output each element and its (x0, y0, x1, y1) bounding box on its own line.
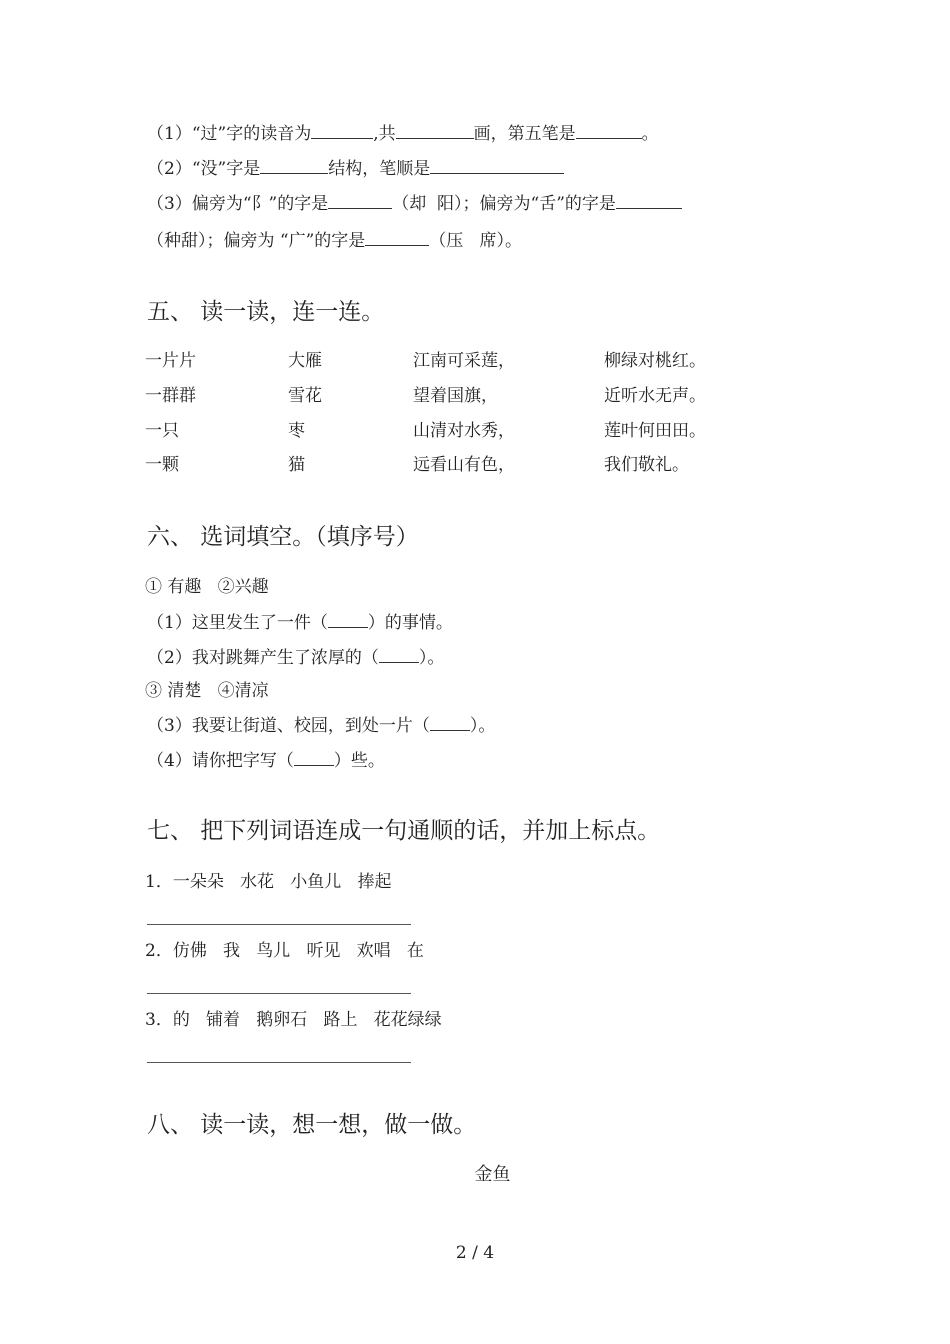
s5-col3-item: 江南可采莲， (413, 351, 515, 371)
answer-blank[interactable] (379, 646, 419, 663)
answer-blank[interactable] (294, 749, 334, 766)
s5-col3-item: 远看山有色， (413, 455, 515, 475)
s5-col1-item: 一群群 (145, 386, 196, 406)
s4-q1: （1）“过”字的读音为 ,共 画，第五笔是 。 (147, 124, 659, 144)
s5-col1-item: 一片片 (145, 351, 196, 371)
answer-blank[interactable] (328, 611, 368, 628)
answer-blank[interactable] (430, 714, 470, 731)
s6-q2: （2）我对跳舞产生了浓厚的（ ）。 (147, 648, 445, 668)
s6-options-2: ③ 清楚 ④清凉 (145, 681, 269, 701)
answer-line[interactable] (147, 924, 411, 925)
s5-col2-item: 枣 (288, 421, 305, 441)
answer-blank[interactable] (430, 157, 564, 174)
s5-col4-item: 莲叶何田田。 (604, 421, 706, 441)
s6-q3: （3）我要让街道、校园，到处一片（ ）。 (147, 716, 496, 736)
s5-col4-item: 柳绿对桃红。 (604, 351, 706, 371)
answer-line[interactable] (147, 993, 411, 994)
s5-col4-item: 我们敬礼。 (604, 455, 689, 475)
section-7-title: 七、 把下列词语连成一句通顺的话，并加上标点。 (147, 818, 661, 844)
s7-item: 1．一朵朵 水花 小鱼儿 捧起 (145, 872, 392, 892)
section-8-title: 八、 读一读，想一想，做一做。 (147, 1112, 477, 1138)
s5-col2-item: 雪花 (288, 386, 322, 406)
s5-col1-item: 一只 (145, 421, 179, 441)
answer-blank[interactable] (616, 192, 682, 209)
s4-q3-cont: （种甜）；偏旁为 “广”的字是 （压 席）。 (147, 231, 523, 251)
s4-q2: （2）“没”字是 结构，笔顺是 (147, 157, 564, 180)
s6-options-1: ① 有趣 ②兴趣 (145, 577, 269, 597)
answer-blank[interactable] (396, 122, 474, 139)
s5-col4-item: 近听水无声。 (604, 386, 706, 406)
s5-col2-item: 猫 (288, 455, 305, 475)
answer-blank[interactable] (365, 229, 429, 246)
answer-blank[interactable] (576, 122, 642, 139)
answer-line[interactable] (147, 1062, 411, 1063)
page-number: 2 / 4 (455, 1243, 495, 1263)
answer-blank[interactable] (311, 122, 373, 139)
s5-col3-item: 望着国旗， (413, 386, 498, 406)
section-5-title: 五、 读一读，连一连。 (147, 299, 385, 325)
s6-q1: （1）这里发生了一件（ ）的事情。 (147, 613, 453, 633)
s5-col2-item: 大雁 (288, 351, 322, 371)
story-title: 金鱼 (474, 1164, 511, 1185)
s7-item: 3．的 铺着 鹅卵石 路上 花花绿绿 (145, 1010, 442, 1030)
s5-col3-item: 山清对水秀， (413, 421, 515, 441)
answer-blank[interactable] (328, 192, 392, 209)
s4-q3: （3）偏旁为“阝”的字是 （却 阳）；偏旁为“舌”的字是 (147, 192, 682, 215)
answer-blank[interactable] (260, 157, 328, 174)
s7-item: 2．仿佛 我 鸟儿 听见 欢唱 在 (145, 941, 424, 961)
s5-col1-item: 一颗 (145, 455, 179, 475)
section-6-title: 六、 选词填空。（填序号） (147, 524, 419, 550)
s6-q4: （4）请你把字写（ ）些。 (147, 751, 385, 771)
